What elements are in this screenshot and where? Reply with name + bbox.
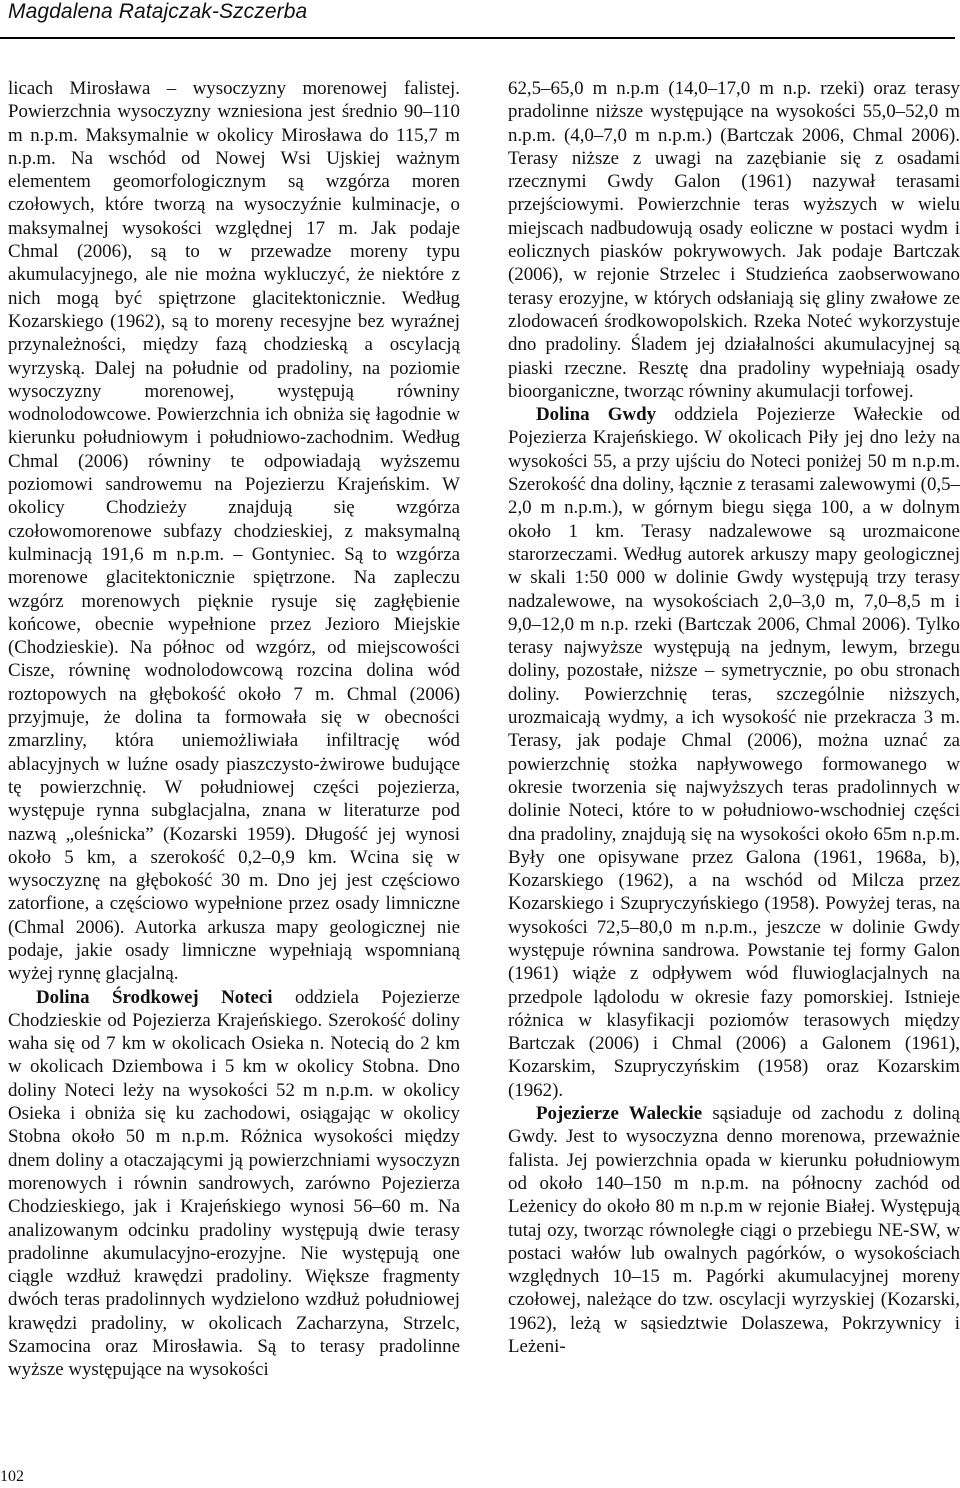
paragraph-dolina-srodkowej-noteci <box>8 986 460 1382</box>
section-lead-dolina-gwdy: Dolina Gwdy <box>536 404 657 426</box>
header-rule <box>0 37 955 39</box>
right-text-column <box>508 77 960 1358</box>
paragraph-body: sąsiaduje od zachodu z doliną Gwdy. Jest to wysoczyzna denno morenowa, przeważnie falista. Jej powierzchnia opada w kierunku południowym od około 140–150 m n.p.m. na północny zachód od Leżenicy do około 80 m n.p.m w rejonie Białej. Występują tutaj ozy, tworząc równoległe ciągi o przebiegu NE-SW, w postaci wałów lub owalnych pagórków, o wysokościach względnych 10–15 m. Pagórki akumulacyjnej moreny czołowej, należące do tzw. oscylacji wyrzyskiej (Kozarski, 1962), leżą w sąsiedztwie Dolaszewa, Pokrzywnicy i Leżeni- <box>508 1103 960 1358</box>
paragraph-body: oddziela Pojezierze Wałeckie od Pojezierza Krajeńskiego. W okolicach Piły jej dno leży na wysokości 55, a przy ujściu do Noteci poniżej 50 m n.p.m. Szerokość dna doliny, łącznie z terasami zalewowymi (0,5–2,0 m n.p.m.), w górnym biegu sięga 100, a w dolnym około 1 km. Terasy nadzalewowe są urozmaicone starorzeczami. Według autorek arkuszy mapy geologicznej w skali 1:50 000 w dolinie Gwdy występują trzy terasy nadzalewowe, na wysokościach 2,0–3,0 m, 7,0–8,5 m i 9,0–12,0 m n.p. rzeki (Bartczak 2006, Chmal 2006). Tylko terasy najwyższe występują na jednym, lewym, brzegu doliny, pozostałe, niższe – symetrycznie, po obu stronach doliny. Powierzchnię teras, szczególnie niższych, urozmaicają wydmy, a ich wysokość nie przekracza 3 m. Terasy, jak podaje Chmal (2006), można uznać za powierzchnię stożka napływowego formowanego w okresie tworzenia się najwyższych teras pradolinnych w dolinie Noteci, które to w południowo-wschodniej części dna pradoliny, znajdują się na wysokości około 65m n.p.m. Były one opisywane przez Galona (1961, 1968a, b), Kozarskiego (1962), a na wschód od Milcza przez Kozarskiego i Szupryczyńskiego (1958). Powyżej teras, na wysokości 72,5–80,0 m n.p.m., jeszcze w dolinie Gwdy występuje równina sandrowa. Powstanie tej formy Galon (1961) wiąże z odpływem wód fluwioglacjalnych na przedpole lądolodu w okresie fazy pomorskiej. Istnieje różnica w klasyfikacji poziomów terasowych między Bartczak (2006) i Chmal (2006) a Galonem (1961), Kozarskim, Szupryczyńskim (1958) oraz Kozarskim (1962). <box>508 404 960 1101</box>
section-lead-pojezierze-waleckie: Pojezierze Waleckie <box>536 1103 703 1125</box>
left-text-column <box>8 77 460 1382</box>
paragraph-pojezierze-waleckie <box>508 1102 960 1358</box>
section-lead-dolina-srodkowej-noteci: Dolina Środkowej Noteci <box>36 986 273 1008</box>
paragraph-continuation: licach Mirosława – wysoczyzny morenowej falistej. Powierzchnia wysoczyzny wzniesiona jest średnio 90–110 m n.p.m. Maksymalnie w okolicy Mirosława do 115,7 m n.p.m. Na wschód od Nowej Wsi Ujskiej ważnym elementem geomorfologicznym są wzgórza moren czołowych, które tworzą na wysoczyźnie kulminacje, o maksymalnej wysokości względnej 17 m. Jak podaje Chmal (2006), są to w przewadze moreny typu akumulacyjnego, ale nie można wykluczyć, że niektóre z nich mogą być spiętrzone glacitektonicznie. Według Kozarskiego (1962), są to moreny recesyjne bez wyraźnej przynależności, między fazą chodzieską a oscylacją wyrzyską. Dalej na południe od pradoliny, na poziomie wysoczyzny morenowej, występują równiny wodnolodowcowe. Powierzchnia ich obniża się łagodnie w kierunku południowym i południowo-zachodnim. Według Chmal (2006) równiny te odpowiadają wyższemu poziomowi sandrowemu na Pojezierzu Krajeńskim. W okolicy Chodzieży znajdują się wzgórza czołowomorenowe subfazy chodzieskiej, z maksymalną kulminacją 191,6 m n.p.m. – Gontyniec. Są to wzgórza morenowe glacitektonicznie spiętrzone. Na zapleczu wzgórz morenowych pięknie rysuje się zagłębienie końcowe, obecnie wypełnione przez Jezioro Miejskie (Chodzieskie). Na północ od wzgórz, od miejscowości Cisze, równinę wodnolodowcową rozcina dolina wód roztopowych na głębokość około 7 m. Chmal (2006) przyjmuje, że dolina ta formowała się w obecności zmarzliny, która uniemożliwiała infiltrację wód ablacyjnych w luźne osady piaszczysto-żwirowe budujące tę powierzchnię. W południowej części pojezierza, występuje rynna subglacjalna, znana w literaturze pod nazwą „oleśnicka” (Kozarski 1959). Długość jej wynosi około 5 km, a szerokość 0,2–0,9 km. Wcina się w wysoczyznę na głębokość 30 m. Dno jej jest częściowo zatorfione, a częściowo wypełnione przez osady limniczne (Chmal 2006). Autorka arkusza mapy geologicznej nie podaje, jakie osady limniczne wypełniają wspomnianą wyżej rynnę glacjalną. <box>8 78 460 985</box>
paragraph-dolina-gwdy <box>508 403 960 1102</box>
page-number: 102 <box>0 1468 24 1485</box>
running-head-author: Magdalena Ratajczak-Szczerba <box>8 0 308 23</box>
paragraph-terasy: 62,5–65,0 m n.p.m (14,0–17,0 m n.p. rzeki) oraz terasy pradolinne niższe występujące na wysokości 55,0–52,0 m n.p.m. (4,0–7,0 m n.p.m.) (Bartczak 2006, Chmal 2006). Terasy niższe z uwagi na zazębianie się z osadami rzecznymi Gwdy Galon (1961) nazywał terasami przejściowymi. Powierzchnie teras wyższych w wielu miejscach nadbudowują osady eoliczne w postaci wydm i eolicznych piasków pokrywowych. Jak podaje Bartczak (2006), w rejonie Strzelec i Studzieńca zaobserwowano terasy erozyjne, w których odsłaniają się gliny zwałowe ze zlodowaceń środkowopolskich. Rzeka Noteć wykorzystuje dno pradoliny. Śladem jej działalności akumulacyjnej są piaski rzeczne. Resztę dna pradoliny wypełniają osady bioorganiczne, tworząc równiny akumulacji torfowej. <box>508 78 960 402</box>
paragraph-body: oddziela Pojezierze Chodzieskie od Pojezierza Krajeńskiego. Szerokość doliny waha się od 7 km w okolicach Osieka n. Notecią do 2 km w okolicach Dziembowa i 5 km w okolicy Stobna. Dno doliny Noteci leży na wysokości 52 m n.p.m. w okolicy Osieka i obniża się ku zachodowi, osiągając w okolicy Stobna około 50 m n.p.m. Różnica wysokości między dnem doliny a otaczającymi ją powierzchniami wysoczyzn morenowych i równin sandrowych, zarówno Pojezierza Chodzieskiego, jak i Krajeńskiego wynosi 56–60 m. Na analizowanym odcinku pradoliny występują dwie terasy pradolinne akumulacyjno-erozyjne. Nie występują one ciągle wzdłuż krawędzi pradoliny. Większe fragmenty dwóch teras pradolinnych wydzielono wzdłuż południowej krawędzi pradoliny, w okolicach Zacharzyna, Strzelc, Szamocina oraz Mirosławia. Są to terasy pradolinne wyższe występujące na wysokości <box>8 986 460 1381</box>
